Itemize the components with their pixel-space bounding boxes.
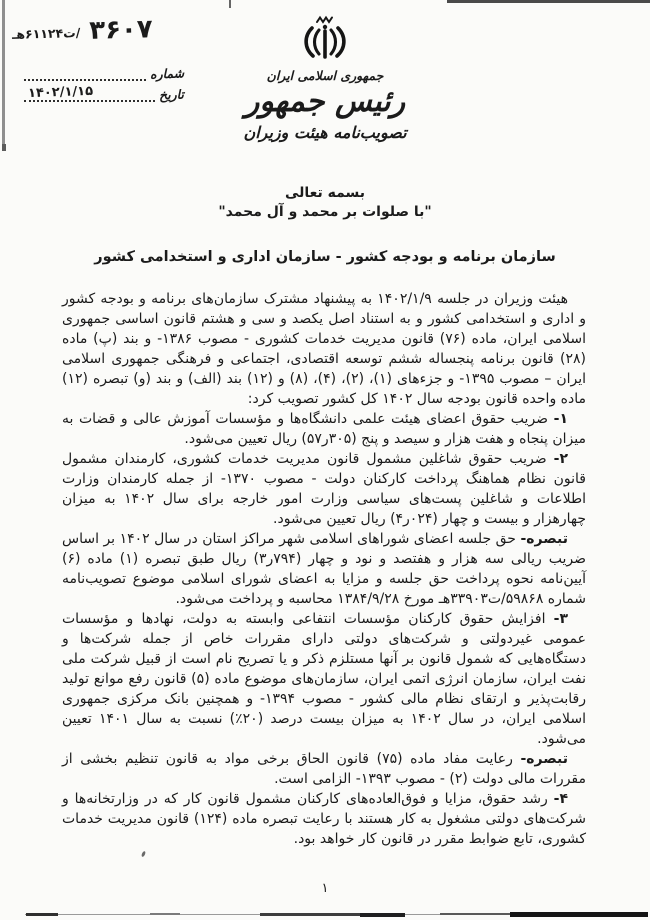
scan-artifact-top-tick [229,0,231,8]
decree-item [62,789,586,849]
item-text: ضریب حقوق اعضای هیئت علمی دانشگاه‌ها و مؤسسات آموزش عالی و قضات به میزان پنجاه و هفت هزار و سیصد و پنج (‭۵۷ر۳۰۵‬) ریال تعیین می‌شود. [62,411,586,447]
item-label: تبصره- [520,531,568,547]
item-text: رعایت مفاد ماده (۷۵) قانون الحاق برخی مواد به قانون تنظیم بخشی از مقررات مالی دولت (۲) - مصوب ۱۳۹۳- الزامی است. [62,751,586,787]
item-text: افزایش حقوق کارکنان مؤسسات انتفاعی وابسته به دولت، نهادها و مؤسسات عمومی غیردولتی و شرکت‌های دولتی دارای مقررات خاص از جمله شرکت‌ها و دستگاه‌هایی که شمول قانون بر آنها مستلزم ذکر و یا تصریح نام است از قبیل شرکت ملی نفت ایران، سازمان انرژی اتمی ایران، سازمان‌های موضوع ماده (۵) قانون رفع موانع تولید رقابت‌پذیر و ارتقای نظام مالی کشور - مصوب ۱۳۹۴- و همچنین بانک مرکزی جمهوری اسلامی ایران، در سال ۱۴۰۲ به میزان بیست درصد (۲۰٪) نسبت به سال ۱۴۰۱ تعیین می‌شود. [62,611,586,747]
scan-artifact-bottom-segment [360,913,405,917]
letterhead-authority: رئیس جمهور [244,84,406,119]
letterhead-country: جمهوری اسلامی ایران [266,68,384,83]
stamp-number: ۳۶۰۷ [88,14,154,46]
besmellah-line: بسمه تعالی [284,185,366,201]
letterhead [0,14,650,142]
scan-artifact-bottom-segment [440,913,510,915]
scan-artifact-left-edge-tip [2,144,6,151]
date-field-value: ۱۴۰۲/۱/۱۵ [27,83,94,102]
number-field-label: شماره [149,65,185,82]
scan-artifact-bottom-segment [26,913,58,916]
decree-note [62,529,586,609]
letterhead-doc-type: تصویب‌نامه هیئت وزیران [243,122,407,142]
stamp-number-suffix: /ت۶۱۱۲۴هـ [11,24,81,42]
item-label: ۳- [553,611,568,627]
addressee-line: سازمان برنامه و بودجه کشور - سازمان اداری و استخدامی کشور [94,249,556,265]
emblem-dot [323,25,327,29]
item-label: ۴- [553,791,568,807]
salawat-line: "با صلوات بر محمد و آل محمد" [218,204,432,220]
scan-artifact-stray-mark [141,851,146,858]
decree-body [62,289,586,849]
item-label: تبصره- [520,751,568,767]
page-number: ۱ [321,881,329,896]
decree-item [62,609,586,749]
scan-artifact-bottom-segment [510,912,648,917]
date-field-label: تاریخ [158,86,185,103]
item-text: ضریب حقوق شاغلین مشمول قانون مدیریت خدمات کشوری، کارمندان مشمول قانون نظام هماهنگ پرداخت کارکنان دولت - مصوب ۱۳۷۰- از جمله کارمندان وزارت اطلاعات و شاغلین پست‌های سیاسی وزارت امور خارجه برای سال ۱۴۰۲ به میزان چهارهزار و بیست و چهار (‭۴ر۰۲۴‬) ریال تعیین می‌شود. [62,451,587,527]
decree-note [62,749,586,789]
invocation [0,184,650,222]
item-text: رشد حقوق، مزایا و فوق‌العاده‌های کارکنان مشمول قانون کار که در وزارتخانه‌ها و شرکت‌های دولتی مشغول به کار هستند با رعایت تبصره ماده (۱۲۴) قانون مدیریت خدمات کشوری، تابع ضوابط مقرر در قانون کار خواهد بود. [62,791,586,847]
item-text: حق جلسه اعضای شوراهای اسلامی شهر مراکز استان در سال ۱۴۰۲ بر اساس ضریب ریالی سه هزار و هفتصد و نود و چهار (‭۳ر۷۹۴‬) ریال طبق تبصره (۱) ماده (۶) آیین‌نامه نحوه پرداخت حق جلسه و مزایا به اعضای شورای اسلامی موضوع تصویب‌نامه شماره ۵۹۸۶۸/ت۳۳۹۰۳هـ مورخ ۱۳۸۴/۹/۲۸ محاسبه و پرداخت می‌شود. [62,531,586,607]
scan-artifact-top-right-line [447,0,650,3]
decree-item [62,449,586,529]
preamble-paragraph: هیئت وزیران در جلسه ۱۴۰۲/۱/۹ به پیشنهاد مشترک سازمان‌های برنامه و بودجه کشور و اداری و استخدامی کشور و به استناد اصل یکصد و سی و هشتم قانون اساسی جمهوری اسلامی ایران، ماده (۷۶) قانون مدیریت خدمات کشوری - مصوب ۱۳۸۶- و بند (پ) ماده (۲۸) قانون برنامه پنجساله ششم توسعه اقتصادی، اجتماعی و فرهنگی جمهوری اسلامی ایران – مصوب ۱۳۹۵- و جزءهای (۱)، (۲)، (۴)، (۸) و (۱۲) بند (الف) و بند (و) تبصره (۱۲) ماده واحده قانون بودجه سال ۱۴۰۲ کل کشور تصویب کرد: [62,291,587,407]
iran-coat-of-arms-icon [302,14,348,64]
decree-item [62,409,586,449]
item-label: ۲- [553,451,568,467]
document-content [0,184,650,849]
item-label: ۱- [553,411,568,427]
scan-artifact-bottom-segment [150,913,180,915]
scan-artifact-bottom-segment [260,913,360,916]
